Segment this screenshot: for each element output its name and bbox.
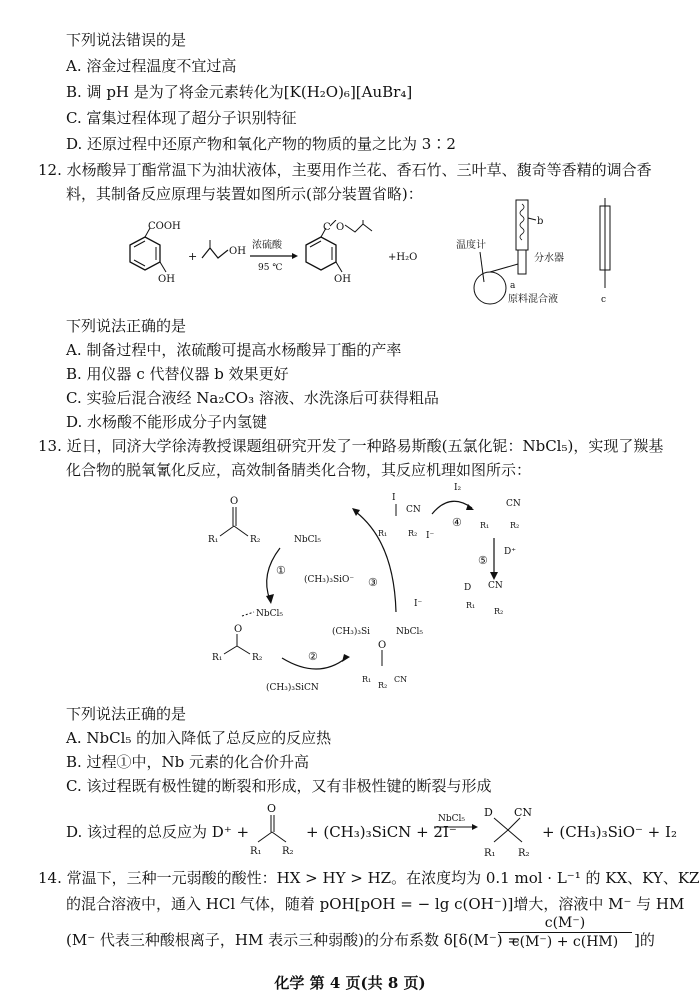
svg-text:D: D <box>464 583 472 593</box>
water-product: +H₂O <box>388 252 418 263</box>
svg-text:D: D <box>484 806 493 819</box>
svg-text:④: ④ <box>452 516 462 529</box>
svg-text:I: I <box>392 493 396 503</box>
svg-text:(CH₃)₃SiO⁻: (CH₃)₃SiO⁻ <box>304 575 355 585</box>
q13-mechanism <box>200 482 540 696</box>
svg-text:(CH₃)₃Si: (CH₃)₃Si <box>332 627 371 637</box>
svg-text:O: O <box>336 222 345 233</box>
svg-text:R₂: R₂ <box>518 848 530 858</box>
q14-line1: 14. 常温下，三种一元弱酸的酸性：HX > HY > HZ。在浓度均为 0.1 mol · L⁻¹ 的 KX、KY、KZ <box>38 869 700 887</box>
svg-text:R₂: R₂ <box>378 681 388 690</box>
svg-text:R₂: R₂ <box>250 535 261 545</box>
svg-text:CN: CN <box>488 581 503 591</box>
q14-fraction-denominator: c(M⁻) + c(HM) <box>498 932 632 951</box>
svg-text:NbCl₅: NbCl₅ <box>438 814 466 824</box>
svg-text:C: C <box>323 222 331 233</box>
svg-text:R₁: R₁ <box>480 521 490 530</box>
reactant1-oh: OH <box>158 274 175 285</box>
q12-option-a: A. 制备过程中，浓硫酸可提高水杨酸异丁酯的产率 <box>66 341 402 359</box>
svg-text:②: ② <box>308 650 318 663</box>
label-b: b <box>537 216 544 227</box>
svg-text:③: ③ <box>368 576 378 589</box>
svg-text:R₁: R₁ <box>212 653 223 663</box>
q14-fraction-numerator: c(M⁻) <box>544 915 586 931</box>
svg-text:NbCl₅: NbCl₅ <box>256 609 284 619</box>
svg-text:CN: CN <box>394 675 408 684</box>
prev-option-a: A. 溶金过程温度不宜过高 <box>66 57 237 75</box>
svg-text:R₂: R₂ <box>252 653 263 663</box>
q14-line2: 的混合溶液中，通入 HCl 气体，随着 pOH[pOH = − lg c(OH⁻)]增大，溶液中 M⁻ 与 HM <box>66 895 685 913</box>
svg-text:NbCl₅: NbCl₅ <box>294 535 322 545</box>
q12-reaction-scheme <box>110 220 440 300</box>
catalyst-label: 浓硫酸 <box>252 240 282 251</box>
svg-text:O: O <box>234 624 243 635</box>
label-a: a <box>510 281 516 291</box>
option-d-ketone <box>250 800 296 856</box>
q14-line3: (M⁻ 代表三种酸根离子，HM 表示三种弱酸)的分布系数 δ[δ(M⁻) = <box>66 931 520 949</box>
svg-text:O: O <box>378 640 387 651</box>
water-separator-label: 分水器 <box>534 253 564 264</box>
svg-text:NbCl₅: NbCl₅ <box>396 627 424 637</box>
thermometer-label: 温度计 <box>456 240 486 251</box>
label-c: c <box>601 295 607 305</box>
q12-intro: 下列说法正确的是 <box>66 317 187 335</box>
product-oh: OH <box>334 274 351 285</box>
q14-fraction <box>498 914 632 951</box>
q13-option-d-prefix: D. 该过程的总反应为 D⁺ + <box>66 823 250 841</box>
q12-option-d: D. 水杨酸不能形成分子内氢键 <box>66 413 268 431</box>
alcohol-oh: OH <box>229 246 246 257</box>
svg-text:CN: CN <box>506 499 521 509</box>
plus-sign: + <box>188 250 198 263</box>
svg-text:R₁: R₁ <box>362 675 372 684</box>
svg-text:R₁: R₁ <box>378 529 388 538</box>
svg-text:⑤: ⑤ <box>478 554 488 567</box>
svg-text:D⁺: D⁺ <box>504 547 516 557</box>
q12-stem-line1: 12. 水杨酸异丁酯常温下为油状液体，主要用作兰花、香石竹、三叶草、馥奇等香精的调合香 <box>38 161 652 179</box>
svg-text:O: O <box>230 496 239 507</box>
svg-text:I₂: I₂ <box>454 483 462 493</box>
q12-apparatus <box>450 198 630 310</box>
page-footer: 化学 第 4 页(共 8 页) <box>274 974 426 992</box>
svg-text:CN: CN <box>514 806 533 819</box>
prev-question-intro: 下列说法错误的是 <box>66 31 187 49</box>
svg-text:I⁻: I⁻ <box>414 599 423 609</box>
q13-stem-line1: 13. 近日，同济大学徐涛教授课题组研究开发了一种路易斯酸(五氯化铌：NbCl₅)，实现了羰基 <box>38 437 664 455</box>
q13-option-d-mid: + (CH₃)₃SiCN + 2I⁻ <box>306 823 457 841</box>
svg-text:R₂: R₂ <box>510 521 520 530</box>
prev-option-c: C. 富集过程体现了超分子识别特征 <box>66 109 297 127</box>
raw-mixture-label: 原料混合液 <box>508 294 558 305</box>
svg-text:R₁: R₁ <box>250 846 262 856</box>
temperature-label: 95 ℃ <box>258 263 283 273</box>
q12-option-c: C. 实验后混合液经 Na₂CO₃ 溶液、水洗涤后可获得粗品 <box>66 389 439 407</box>
q13-option-c: C. 该过程既有极性键的断裂和形成，又有非极性键的断裂与形成 <box>66 777 492 795</box>
svg-text:R₁: R₁ <box>208 535 219 545</box>
q13-option-a: A. NbCl₅ 的加入降低了总反应的反应热 <box>66 729 332 747</box>
prev-option-d: D. 还原过程中还原产物和氧化产物的物质的量之比为 3∶2 <box>66 135 456 153</box>
svg-text:①: ① <box>276 564 286 577</box>
svg-text:I⁻: I⁻ <box>426 531 435 541</box>
q13-stem-line2: 化合物的脱氧氰化反应，高效制备腈类化合物，其反应机理如图所示： <box>66 461 532 479</box>
q13-option-d-suffix: + (CH₃)₃SiO⁻ + I₂ <box>542 823 677 841</box>
svg-text:(CH₃)₃SiCN: (CH₃)₃SiCN <box>266 683 319 693</box>
q13-option-b: B. 过程①中，Nb 元素的化合价升高 <box>66 753 310 771</box>
q12-stem-line2: 料，其制备反应原理与装置如图所示(部分装置省略)： <box>66 185 423 203</box>
reactant1-cooh: COOH <box>148 221 181 232</box>
q14-line3-end: ]的 <box>634 931 655 949</box>
svg-text:R₁: R₁ <box>484 848 496 858</box>
svg-text:R₂: R₂ <box>494 607 504 616</box>
svg-text:R₁: R₁ <box>466 601 476 610</box>
q13-intro: 下列说法正确的是 <box>66 705 187 723</box>
q12-option-b: B. 用仪器 c 代替仪器 b 效果更好 <box>66 365 289 383</box>
svg-text:R₂: R₂ <box>408 529 418 538</box>
svg-text:O: O <box>267 802 277 815</box>
svg-text:R₂: R₂ <box>282 846 294 856</box>
option-d-arrow <box>432 812 480 836</box>
prev-option-b: B. 调 pH 是为了将金元素转化为[K(H₂O)₆][AuBr₄] <box>66 83 413 101</box>
option-d-product <box>484 802 540 858</box>
svg-text:CN: CN <box>406 505 421 515</box>
